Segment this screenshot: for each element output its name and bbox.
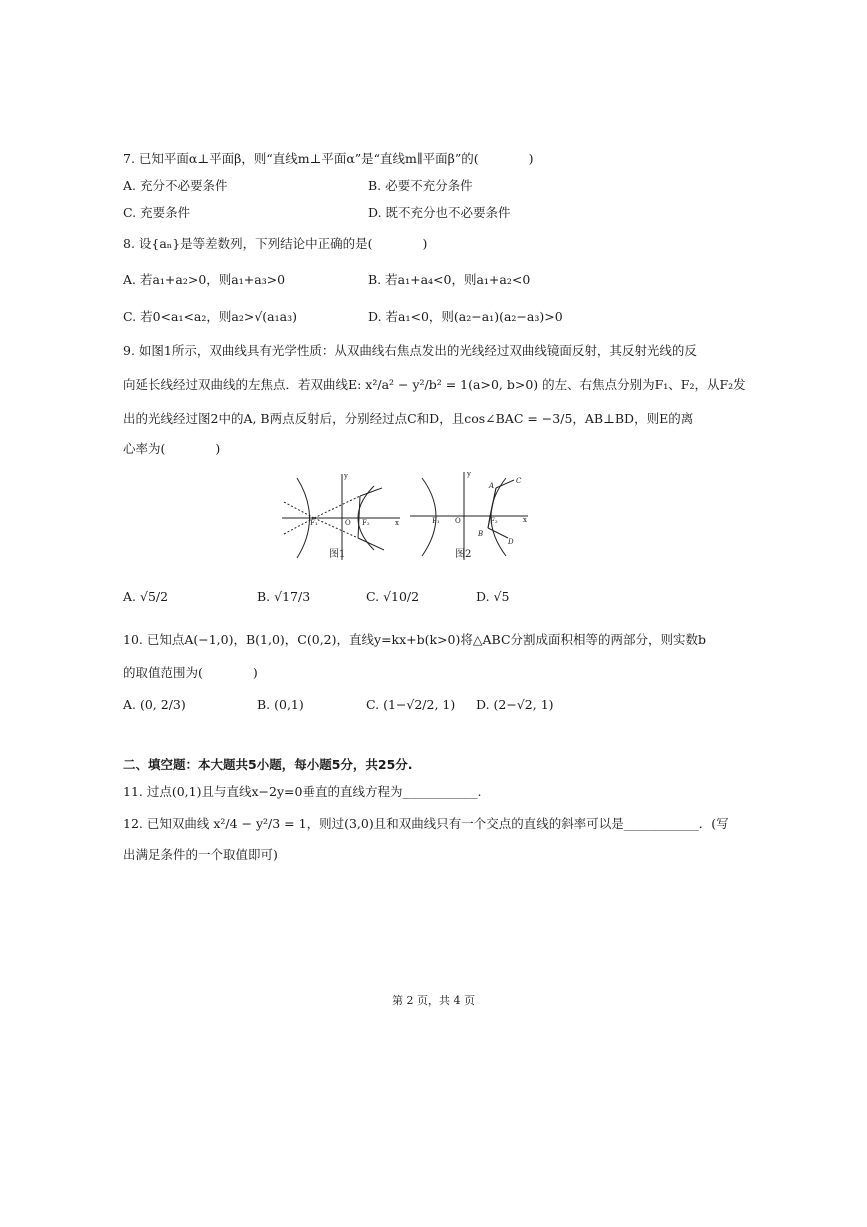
fig1-label-y: y	[344, 472, 348, 480]
q8-option-b: B. 若a₁+a₄<0，则a₁+a₂<0	[368, 272, 531, 287]
fig1-label-o: O	[345, 519, 351, 527]
q10-option-b: B. (0,1)	[257, 697, 304, 712]
q11-text: 11. 过点(0,1)且与直线x−2y=0垂直的直线方程为____________.	[123, 784, 482, 799]
fig1-dashed-ray-lower	[314, 518, 358, 538]
fig2-caption: 图2	[455, 549, 472, 560]
q9-line-4: 心率为( )	[123, 441, 221, 456]
fig2-label-c: C	[516, 477, 522, 485]
fig1-dashed-ray-upper	[314, 496, 360, 518]
q9-line-2: 向延长线经过双曲线的左焦点．若双曲线E: x²/a² − y²/b² = 1(a>0, b>0) 的左、右焦点分别为F₁、F₂，从F₂发	[123, 377, 746, 392]
q9-option-d: D. √5	[476, 589, 510, 604]
q7-option-b: B. 必要不充分条件	[368, 178, 473, 193]
fig1-caption: 图1	[329, 549, 346, 560]
q7-option-c: C. 充要条件	[123, 205, 191, 220]
q10-option-d: D. (2−√2, 1)	[476, 697, 554, 712]
q12-line-2: 出满足条件的一个取值即可)	[123, 847, 278, 862]
q10-line-1: 10. 已知点A(−1,0)，B(1,0)，C(0,2)，直线y=kx+b(k>0)将△ABC分割成面积相等的两部分，则实数b	[123, 632, 707, 647]
q8-option-a: A. 若a₁+a₂>0，则a₁+a₃>0	[123, 272, 286, 287]
fig2-label-a: A	[489, 482, 495, 490]
fig1-label-f2: F₂	[362, 519, 370, 527]
fig2-label-b: B	[478, 530, 484, 538]
q10-option-c: C. (1−√2/2, 1)	[366, 697, 456, 712]
q12-line-1: 12. 已知双曲线 x²/4 − y²/3 = 1，则过(3,0)且和双曲线只有一个交点的直线的斜率可以是____________．(写	[123, 816, 729, 831]
fig2-label-f2: F₂	[490, 517, 498, 525]
fig2-label-x: x	[523, 516, 527, 524]
fig1-reflect-lower	[358, 538, 384, 550]
fig1-label-f1: F₁	[310, 519, 318, 527]
q9-line-3: 出的光线经过图2中的A, B两点反射后，分别经过点C和D，且cos∠BAC = −3/5，AB⊥BD，则E的离	[123, 411, 694, 426]
q8-option-c: C. 若0<a₁<a₂，则a₂>√(a₁a₃)	[123, 309, 297, 324]
page-footer: 第 2 页，共 4 页	[392, 994, 475, 1007]
fig2-b-to-d	[488, 528, 508, 538]
q9-option-c: C. √10/2	[366, 589, 420, 604]
q7-option-a: A. 充分不必要条件	[123, 178, 228, 193]
q7-option-d: D. 既不充分也不必要条件	[368, 205, 511, 220]
section-2-title: 二、填空题：本大题共5小题，每小题5分，共25分.	[123, 757, 413, 772]
q8-stem: 8. 设{aₙ}是等差数列，下列结论中正确的是( )	[123, 236, 428, 251]
fig2-label-f1: F₁	[432, 517, 440, 525]
q7-stem: 7. 已知平面α⊥平面β，则“直线m⊥平面α”是“直线m∥平面β”的( )	[123, 151, 534, 166]
fig2-label-y: y	[467, 470, 471, 478]
q9-option-b: B. √17/3	[257, 589, 311, 604]
q9-option-a: A. √5/2	[123, 589, 169, 604]
fig2-label-o: O	[455, 517, 461, 525]
fig1-label-x: x	[395, 519, 399, 527]
q10-line-2: 的取值范围为( )	[123, 665, 258, 680]
q8-option-d: D. 若a₁<0，则(a₂−a₁)(a₂−a₃)>0	[368, 309, 563, 324]
q10-option-a: A. (0, 2/3)	[123, 697, 186, 712]
fig1-ray-to-a	[359, 496, 360, 518]
q9-line-1: 9. 如图1所示，双曲线具有光学性质：从双曲线右焦点发出的光线经过双曲线镜面反射，其反射光线的反	[123, 343, 697, 358]
fig2-a-to-c	[496, 480, 514, 488]
fig2-label-d: D	[508, 538, 514, 546]
